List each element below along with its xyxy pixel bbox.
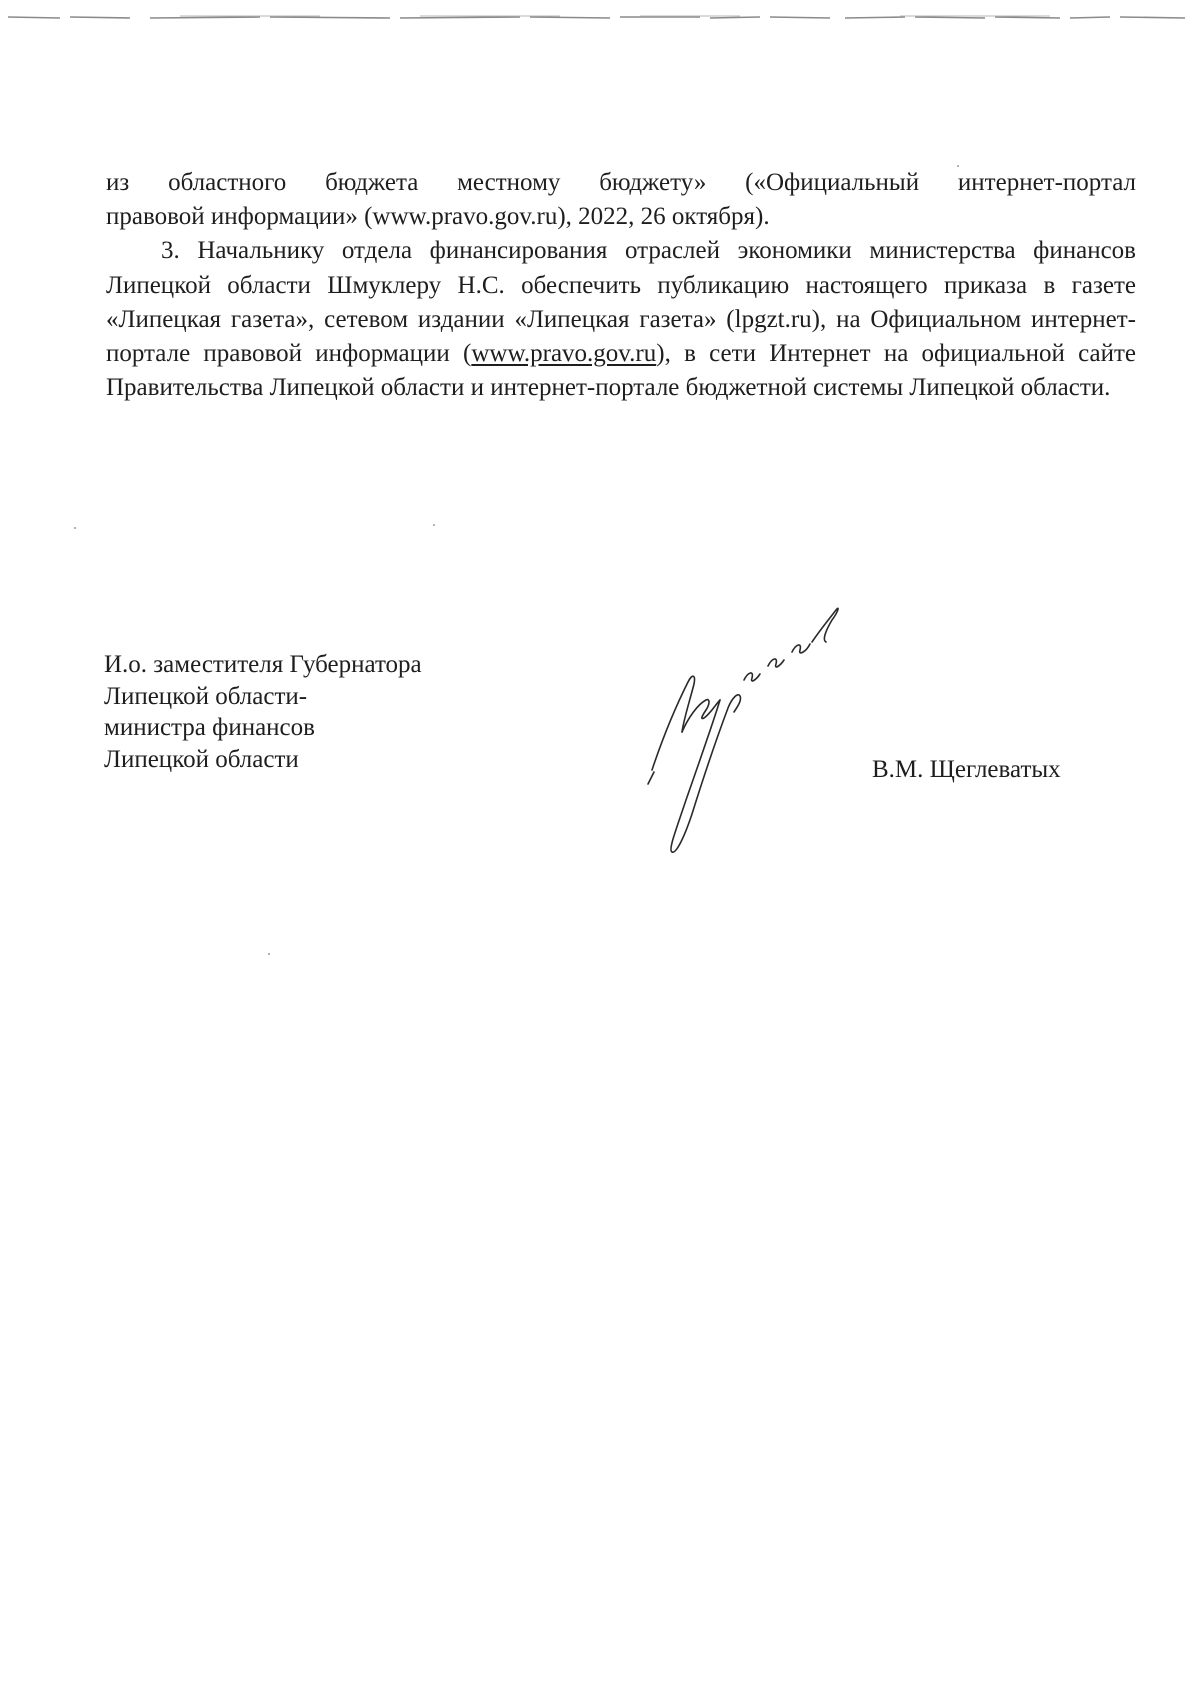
body-line-2: правовой информации» (www.pravo.gov.ru), 2022, 26 октября). xyxy=(106,203,770,231)
scan-speck xyxy=(74,527,76,529)
paragraph-3 xyxy=(106,234,1136,405)
signer-name: В.М. Щеглеватых xyxy=(872,756,1061,783)
scan-speck xyxy=(268,953,270,955)
signer-title-line-1: И.о. заместителя Губернатора xyxy=(104,651,422,678)
paragraph-3-text-start: 3. Начальнику отдела финансирования отраслей экономики министерства финансов Липецкой области Шмуклеру Н.С. обеспечить публикацию настоящего приказа в газете «Липецкая газета», сетевом издании «Липецкая газета» (lpgzt.ru), на Официальном интернет-портале правовой информации ( xyxy=(106,237,1136,368)
pravo-gov-link[interactable]: www.pravo.gov.ru xyxy=(471,340,657,368)
handwritten-signature xyxy=(640,600,885,865)
signer-title-line-2: Липецкой области- xyxy=(104,682,308,710)
scan-top-edge-lines xyxy=(0,0,1200,30)
body-line-1: из областного бюджета местному бюджету» («Официальный интернет-портал xyxy=(106,169,1136,196)
signer-title-block xyxy=(104,649,422,775)
signer-title-line-3: министра финансов xyxy=(104,714,315,741)
scan-speck xyxy=(433,524,435,526)
scan-speck xyxy=(957,165,959,167)
paragraph-3-text-end: ), в сети Интернет на официальной сайте Правительства Липецкой области и интернет-портале бюджетной системы Липецкой области. xyxy=(106,340,1136,402)
signer-title-line-4: Липецкой области xyxy=(104,745,299,773)
document-body xyxy=(106,166,1136,405)
